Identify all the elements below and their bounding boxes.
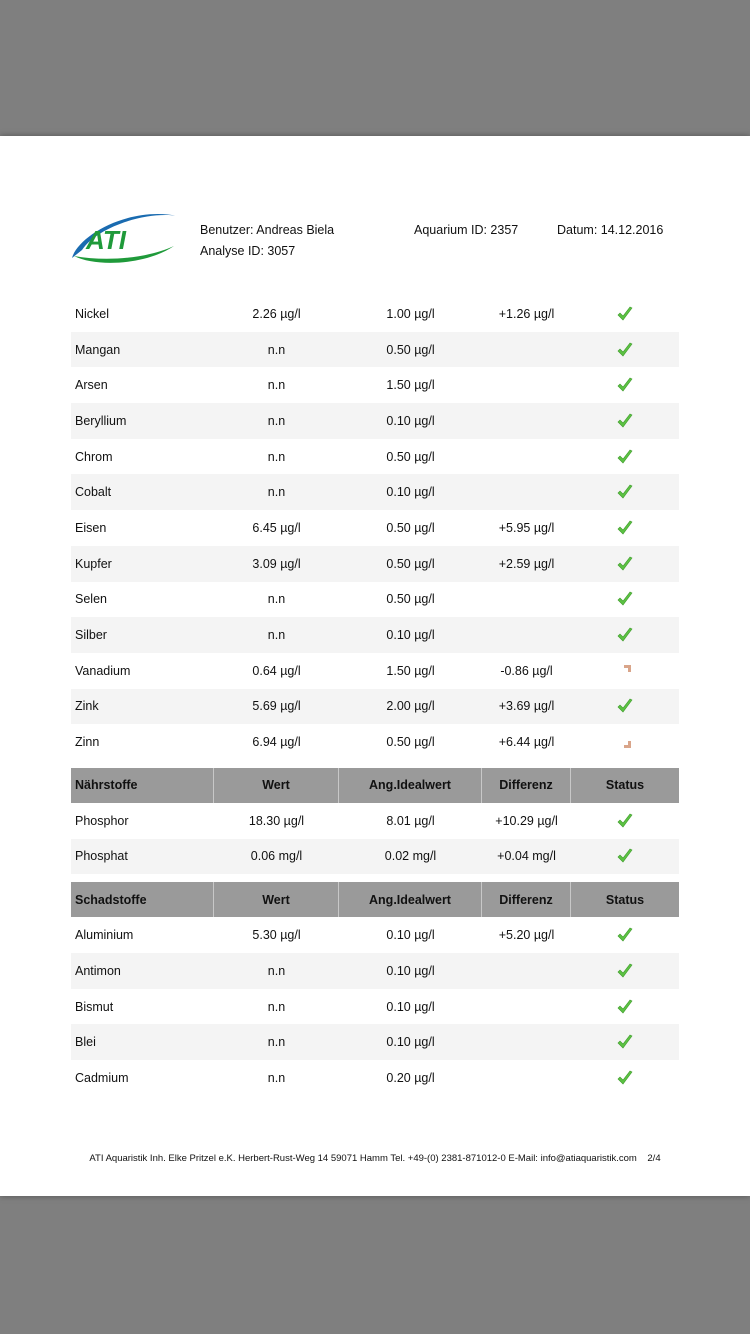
ideal-value: 8.01 µg/l	[386, 813, 435, 828]
ideal-value: 0.10 µg/l	[386, 928, 435, 943]
check-icon	[615, 340, 635, 360]
measured-value: 6.45 µg/l	[252, 520, 301, 535]
col-header-ideal: Ang.Idealwert	[339, 768, 482, 803]
check-icon	[615, 447, 635, 467]
table-row	[71, 332, 679, 368]
measured-value: 18.30 µg/l	[248, 813, 305, 828]
status-cell	[571, 296, 679, 332]
measured-value: n.n	[267, 1035, 286, 1050]
table-row	[71, 367, 679, 403]
table-row	[71, 653, 679, 689]
difference-value	[482, 1024, 571, 1060]
table-row	[71, 689, 679, 725]
user-label: Benutzer: Andreas Biela	[200, 223, 335, 237]
difference-value	[482, 367, 571, 403]
status-cell	[571, 917, 679, 953]
status-cell	[571, 439, 679, 475]
check-icon	[615, 589, 635, 609]
ideal-value: 0.10 µg/l	[386, 628, 435, 643]
table-row	[71, 582, 679, 618]
measured-value: n.n	[267, 628, 286, 643]
check-icon	[615, 1068, 635, 1088]
table-row	[71, 989, 679, 1025]
ideal-value: 0.02 mg/l	[384, 849, 437, 864]
check-icon	[615, 554, 635, 574]
table-row	[71, 403, 679, 439]
report-date: Datum: 14.12.2016	[557, 223, 664, 237]
element-name: Blei	[75, 1035, 96, 1050]
col-header-status: Status	[605, 778, 645, 793]
status-cell	[571, 989, 679, 1025]
measured-value: 5.30 µg/l	[252, 928, 301, 943]
element-name: Selen	[75, 592, 107, 607]
status-cell	[571, 803, 679, 839]
check-icon	[615, 482, 635, 502]
check-icon	[615, 518, 635, 538]
difference-value	[482, 403, 571, 439]
page-footer	[0, 1153, 750, 1164]
ideal-value: 2.00 µg/l	[386, 699, 435, 714]
element-name: Phosphat	[75, 849, 128, 864]
check-icon	[615, 1032, 635, 1052]
aquarium-id: Aquarium ID: 2357	[414, 223, 519, 237]
element-name: Chrom	[75, 449, 113, 464]
col-header-wert: Wert	[214, 768, 339, 803]
element-name: Kupfer	[75, 556, 112, 571]
status-cell	[571, 582, 679, 618]
schadstoffe-header	[71, 882, 679, 917]
measured-value: n.n	[267, 449, 286, 464]
ideal-value: 0.10 µg/l	[386, 999, 435, 1014]
measured-value: n.n	[267, 378, 286, 393]
check-icon	[615, 846, 635, 866]
check-icon	[615, 925, 635, 945]
table-row	[71, 617, 679, 653]
naehrstoffe-header	[71, 768, 679, 803]
measured-value: n.n	[267, 963, 286, 978]
status-cell	[571, 474, 679, 510]
ideal-value: 0.50 µg/l	[386, 342, 435, 357]
table-row	[71, 724, 679, 760]
check-icon	[615, 304, 635, 324]
check-icon	[615, 625, 635, 645]
element-name: Eisen	[75, 520, 107, 535]
element-name: Antimon	[75, 963, 121, 978]
difference-value	[482, 474, 571, 510]
ideal-value: 0.50 µg/l	[386, 592, 435, 607]
element-name: Aluminium	[75, 928, 134, 943]
col-header-diff: Differenz	[482, 882, 571, 917]
table-row	[71, 953, 679, 989]
difference-value	[482, 332, 571, 368]
col-header-wert: Wert	[214, 882, 339, 917]
ideal-value: 0.10 µg/l	[386, 963, 435, 978]
check-icon	[615, 375, 635, 395]
difference-value: +5.20 µg/l	[498, 928, 555, 943]
measured-value: 3.09 µg/l	[252, 556, 301, 571]
measured-value: n.n	[267, 413, 286, 428]
element-name: Bismut	[75, 999, 114, 1014]
ideal-value: 0.50 µg/l	[386, 449, 435, 464]
difference-value: +10.29 µg/l	[495, 813, 558, 828]
logo-text: ATI	[86, 225, 126, 255]
difference-value	[482, 617, 571, 653]
measured-value: n.n	[267, 592, 286, 607]
ideal-value: 1.50 µg/l	[386, 663, 435, 678]
ideal-value: 0.10 µg/l	[386, 485, 435, 500]
check-icon	[615, 696, 635, 716]
status-cell	[571, 510, 679, 546]
difference-value	[482, 439, 571, 475]
status-cell	[571, 403, 679, 439]
measured-value: n.n	[267, 485, 286, 500]
measured-value: n.n	[267, 1070, 286, 1085]
status-cell	[571, 546, 679, 582]
ideal-value: 0.50 µg/l	[386, 520, 435, 535]
analysis-table	[71, 296, 679, 1096]
element-name: Cobalt	[75, 485, 112, 500]
element-name: Nickel	[75, 306, 110, 321]
element-name: Beryllium	[75, 413, 127, 428]
table-row	[71, 296, 679, 332]
element-name: Vanadium	[75, 663, 131, 678]
schadstoffe-rows	[71, 917, 679, 1095]
col-header-status: Status	[605, 892, 645, 907]
status-cell	[571, 617, 679, 653]
table-row	[71, 510, 679, 546]
table-row	[71, 917, 679, 953]
status-cell	[571, 332, 679, 368]
difference-value: +0.04 mg/l	[497, 849, 556, 864]
difference-value	[482, 989, 571, 1025]
ideal-value: 0.50 µg/l	[386, 735, 435, 750]
status-cell	[571, 689, 679, 725]
ideal-value: 0.10 µg/l	[386, 1035, 435, 1050]
arrow-up-icon	[615, 661, 635, 681]
table-row	[71, 839, 679, 875]
status-cell	[571, 367, 679, 403]
col-header-diff: Differenz	[482, 768, 571, 803]
table-row	[71, 474, 679, 510]
document-page	[0, 136, 750, 1196]
status-cell	[571, 653, 679, 689]
check-icon	[615, 961, 635, 981]
measured-value: n.n	[267, 999, 286, 1014]
ideal-value: 0.50 µg/l	[386, 556, 435, 571]
difference-value	[482, 953, 571, 989]
naehrstoffe-rows	[71, 803, 679, 874]
difference-value: +6.44 µg/l	[498, 735, 555, 750]
measured-value: n.n	[267, 342, 286, 357]
col-header-ideal: Ang.Idealwert	[339, 882, 482, 917]
footer-address: ATI Aquaristik Inh. Elke Pritzel e.K. Herbert-Rust-Weg 14 59071 Hamm Tel. +49-(0) 2381-871012-0 E-Mail: info@atiaquaristik.com	[89, 1153, 637, 1164]
element-name: Zinn	[75, 735, 100, 750]
measured-value: 0.64 µg/l	[252, 663, 301, 678]
trace-elements-rows	[71, 296, 679, 760]
difference-value	[482, 1060, 571, 1096]
check-icon	[615, 411, 635, 431]
measured-value: 0.06 mg/l	[250, 849, 303, 864]
element-name: Zink	[75, 699, 99, 714]
element-name: Arsen	[75, 378, 108, 393]
element-name: Silber	[75, 628, 107, 643]
page-number: 2/4	[647, 1153, 661, 1164]
element-name: Phosphor	[75, 813, 129, 828]
difference-value: +2.59 µg/l	[498, 556, 555, 571]
difference-value: +1.26 µg/l	[498, 306, 555, 321]
measured-value: 6.94 µg/l	[252, 735, 301, 750]
arrow-down-icon	[615, 732, 635, 752]
status-cell	[571, 953, 679, 989]
status-cell	[571, 839, 679, 875]
ideal-value: 0.20 µg/l	[386, 1070, 435, 1085]
ideal-value: 1.00 µg/l	[386, 306, 435, 321]
difference-value: +3.69 µg/l	[498, 699, 555, 714]
status-cell	[571, 1024, 679, 1060]
status-cell	[571, 1060, 679, 1096]
check-icon	[615, 811, 635, 831]
ideal-value: 1.50 µg/l	[386, 378, 435, 393]
ati-logo	[68, 206, 182, 266]
difference-value: -0.86 µg/l	[500, 663, 553, 678]
table-row	[71, 546, 679, 582]
element-name: Mangan	[75, 342, 121, 357]
table-row	[71, 1024, 679, 1060]
col-header-name: Nährstoffe	[71, 768, 214, 803]
ideal-value: 0.10 µg/l	[386, 413, 435, 428]
element-name: Cadmium	[75, 1070, 129, 1085]
measured-value: 5.69 µg/l	[252, 699, 301, 714]
analysis-id: Analyse ID: 3057	[200, 244, 296, 258]
check-icon	[615, 997, 635, 1017]
status-cell	[571, 724, 679, 760]
table-row	[71, 1060, 679, 1096]
table-row	[71, 803, 679, 839]
col-header-name: Schadstoffe	[71, 882, 214, 917]
measured-value: 2.26 µg/l	[252, 306, 301, 321]
difference-value: +5.95 µg/l	[498, 520, 555, 535]
difference-value	[482, 582, 571, 618]
table-row	[71, 439, 679, 475]
